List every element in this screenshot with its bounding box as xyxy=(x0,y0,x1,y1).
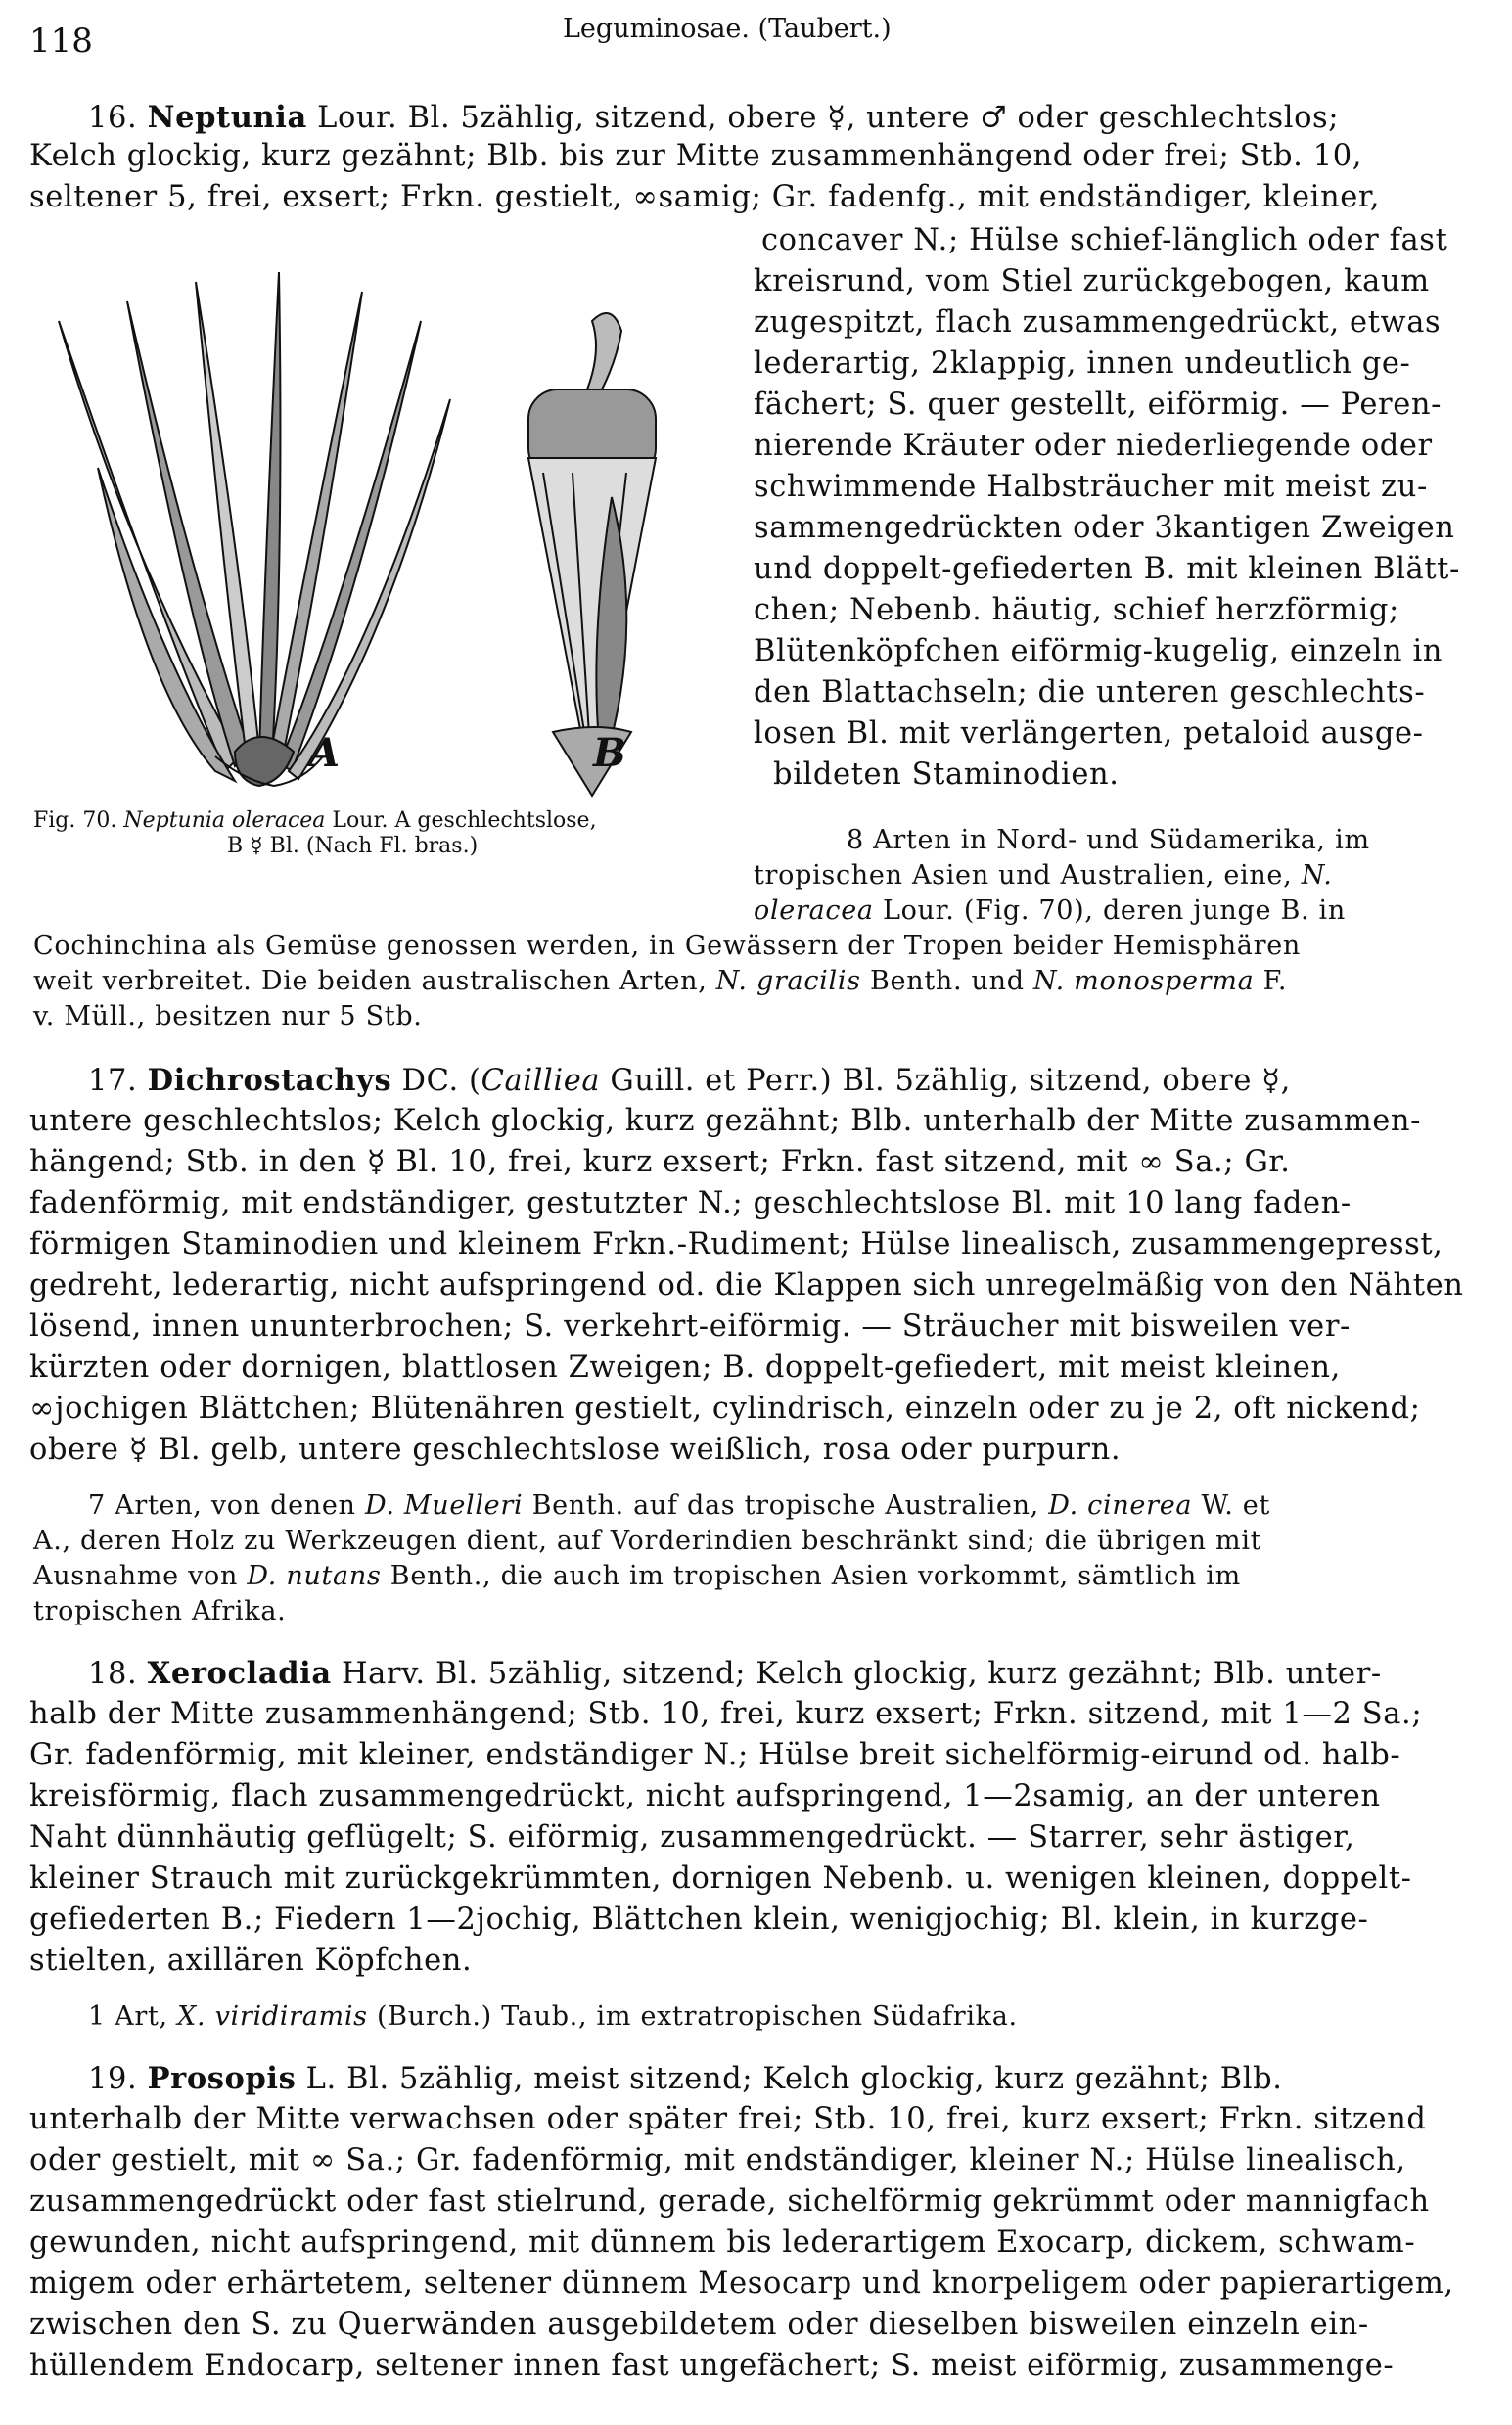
neptunia-right-4: lederartig, 2klappig, innen undeutlich ge- xyxy=(754,346,1411,381)
genus-number: 18. xyxy=(88,1657,138,1691)
dichrostachys-line-3: hängend; Stb. in den ☿ Bl. 10, frei, kurz exsert; Frkn. fast sitzend, mit ∞ Sa.; Gr. xyxy=(29,1145,1291,1179)
dichrostachys-line-7: lösend, innen ununterbrochen; S. verkehrt-eiförmig. — Sträucher mit bisweilen ver- xyxy=(29,1309,1351,1344)
text-span: 1 Art, xyxy=(88,2001,178,2032)
prosopis-line-3: oder gestielt, mit ∞ Sa.; Gr. fadenförmig, mit endständiger, kleiner N.; Hülse linealisch, xyxy=(29,2143,1406,2177)
genus-number: 19. xyxy=(88,2062,138,2096)
species-name: Neptunia oleracea xyxy=(123,808,326,833)
genus-name: Dichrostachys xyxy=(147,1063,392,1098)
running-title: Leguminosae. (Taubert.) xyxy=(563,14,892,44)
neptunia-species-6: v. Müll., besitzen nur 5 Stb. xyxy=(33,1001,423,1031)
neptunia-species-1: 8 Arten in Nord- und Südamerika, im xyxy=(847,825,1370,855)
neptunia-right-12: den Blattachseln; die unteren geschlechts- xyxy=(754,675,1426,709)
figure-caption-line-2: B ☿ Bl. (Nach Fl. bras.) xyxy=(227,834,479,858)
species-name: oleracea xyxy=(754,895,874,926)
neptunia-right-6: nierende Kräuter oder niederliegende oder xyxy=(754,429,1433,463)
prosopis-line-4: zusammengedrückt oder fast stielrund, gerade, sichelförmig gekrümmt oder mannigfach xyxy=(29,2184,1430,2219)
page-number: 118 xyxy=(29,22,93,61)
neptunia-species-2 xyxy=(754,859,1333,892)
neptunia-right-10: chen; Nebenb. häutig, schief herzförmig; xyxy=(754,593,1399,627)
prosopis-line-2: unterhalb der Mitte verwachsen oder später frei; Stb. 10, frei, kurz exsert; Frkn. sitzend xyxy=(29,2102,1427,2136)
dichrostachys-line-4: fadenförmig, mit endständiger, gestutzter N.; geschlechtslose Bl. mit 10 lang faden- xyxy=(29,1186,1352,1220)
neptunia-species-3 xyxy=(754,894,1346,928)
figure-70 xyxy=(39,262,714,810)
dichrostachys-line-2: untere geschlechtslos; Kelch glockig, kurz gezähnt; Blb. unterhalb der Mitte zusammen- xyxy=(29,1104,1422,1138)
text-span: L. Bl. 5zählig, meist sitzend; Kelch glockig, kurz gezähnt; Blb. xyxy=(296,2062,1283,2096)
xerocladia-line-8: stielten, axillären Köpfchen. xyxy=(29,1944,473,1978)
prosopis-line-8: hüllendem Endocarp, seltener innen fast ungefächert; S. meist eiförmig, zusammenge- xyxy=(29,2349,1395,2383)
xerocladia-line-6: kleiner Strauch mit zurückgekrümmten, dornigen Nebenb. u. wenigen kleinen, doppelt- xyxy=(29,1861,1412,1896)
text-span: DC. ( xyxy=(391,1064,481,1098)
dichrostachys-line-1 xyxy=(88,1061,1291,1101)
text-span: 7 Arten, von denen xyxy=(88,1490,365,1521)
xerocladia-line-2: halb der Mitte zusammenhängend; Stb. 10, frei, kurz exsert; Frkn. sitzend, mit 1—2 Sa.; xyxy=(29,1697,1423,1731)
xerocladia-line-4: kreisförmig, flach zusammengedrückt, nicht aufspringend, 1—2samig, an der unteren xyxy=(29,1779,1381,1813)
figure-caption-line-1 xyxy=(33,808,597,833)
figure-label-a: A xyxy=(309,730,341,776)
dichrostachys-species-1 xyxy=(88,1489,1270,1523)
dichrostachys-species-2: A., deren Holz zu Werkzeugen dient, auf Vorderindien beschränkt sind; die übrigen mit xyxy=(33,1526,1262,1556)
neptunia-right-7: schwimmende Halbsträucher mit meist zu- xyxy=(754,470,1428,504)
neptunia-right-13: losen Bl. mit verlängerten, petaloid ausge- xyxy=(754,716,1424,751)
prosopis-line-5: gewunden, nicht aufspringend, mit dünnem bis lederartigem Exocarp, dickem, schwam- xyxy=(29,2225,1416,2260)
genus-name: Prosopis xyxy=(147,2061,297,2096)
neptunia-line-1 xyxy=(88,98,1339,138)
figure-illustration xyxy=(39,262,714,810)
text-span: W. et xyxy=(1192,1490,1271,1521)
species-name: D. nutans xyxy=(247,1561,382,1591)
species-name: N. xyxy=(1301,860,1333,891)
neptunia-right-9: und doppelt-gefiederten B. mit kleinen Blätt- xyxy=(754,552,1460,586)
dichrostachys-species-3 xyxy=(33,1560,1241,1593)
dichrostachys-line-5: förmigen Staminodien und kleinem Frkn.-Rudiment; Hülse linealisch, zusammengepresst, xyxy=(29,1227,1443,1261)
xerocladia-line-7: gefiederten B.; Fiedern 1—2jochig, Blättchen klein, wenigjochig; Bl. klein, in kurzge- xyxy=(29,1902,1369,1937)
prosopis-line-6: migem oder erhärtetem, seltener dünnem Mesocarp und knorpeligem oder papierartigem, xyxy=(29,2266,1454,2301)
flower-b-illustration xyxy=(528,313,656,796)
text-span: Harv. Bl. 5zählig, sitzend; Kelch glockig, kurz gezähnt; Blb. unter- xyxy=(331,1657,1382,1691)
xerocladia-line-3: Gr. fadenförmig, mit kleiner, endständiger N.; Hülse breit sichelförmig-eirund od. halb- xyxy=(29,1738,1401,1772)
genus-name: Neptunia xyxy=(147,100,307,135)
neptunia-right-2: kreisrund, vom Stiel zurückgebogen, kaum xyxy=(754,264,1430,298)
species-name: D. Muelleri xyxy=(364,1490,524,1521)
text-span: Guill. et Perr.) Bl. 5zählig, sitzend, obere ☿, xyxy=(600,1064,1291,1098)
dichrostachys-line-10: obere ☿ Bl. gelb, untere geschlechtslose weißlich, rosa oder purpurn. xyxy=(29,1433,1122,1467)
dichrostachys-line-9: ∞jochigen Blättchen; Blütenähren gestielt, cylindrisch, einzeln oder zu je 2, oft nickend; xyxy=(29,1392,1421,1426)
neptunia-species-5 xyxy=(33,965,1287,998)
text-span: tropischen Asien und Australien, eine, xyxy=(754,860,1302,891)
neptunia-right-1: concaver N.; Hülse schief-länglich oder fast xyxy=(761,223,1448,257)
species-name: N. monosperma xyxy=(1032,966,1255,996)
xerocladia-line-1 xyxy=(88,1654,1382,1694)
figure-label-b: B xyxy=(593,730,626,776)
genus-number: 16. xyxy=(88,101,138,135)
text-span: weit verbreitet. Die beiden australischen Arten, xyxy=(33,966,716,996)
synonym-name: Cailliea xyxy=(481,1064,601,1098)
genus-number: 17. xyxy=(88,1064,138,1098)
text-span: Benth. und xyxy=(860,966,1033,996)
neptunia-right-11: Blütenköpfchen eiförmig-kugelig, einzeln in xyxy=(754,634,1443,668)
prosopis-line-1 xyxy=(88,2059,1283,2099)
text-span: Fig. 70. xyxy=(33,808,124,833)
text-span: Benth., die auch im tropischen Asien vorkommt, sämtlich im xyxy=(381,1561,1241,1591)
text-span: Benth. auf das tropische Australien, xyxy=(523,1490,1049,1521)
neptunia-line-3: seltener 5, frei, exsert; Frkn. gestielt, ∞samig; Gr. fadenfg., mit endständiger, kleiner, xyxy=(29,180,1380,214)
dichrostachys-line-8: kürzten oder dornigen, blattlosen Zweigen; B. doppelt-gefiedert, mit meist kleinen, xyxy=(29,1350,1341,1385)
neptunia-line-2: Kelch glockig, kurz gezähnt; Blb. bis zur Mitte zusammenhängend oder frei; Stb. 10, xyxy=(29,139,1363,173)
xerocladia-line-5: Naht dünnhäutig geflügelt; S. eiförmig, zusammengedrückt. — Starrer, sehr ästiger, xyxy=(29,1820,1355,1854)
text-span: Lour. A geschlechtslose, xyxy=(325,808,597,833)
text-span: Ausnahme von xyxy=(33,1561,248,1591)
genus-name: Xerocladia xyxy=(147,1656,332,1691)
neptunia-right-8: sammengedrückten oder 3kantigen Zweigen xyxy=(754,511,1455,545)
species-name: X. viridiramis xyxy=(177,2001,368,2032)
xerocladia-species-1 xyxy=(88,2000,1018,2034)
species-name: D. cinerea xyxy=(1048,1490,1193,1521)
neptunia-species-4: Cochinchina als Gemüse genossen werden, in Gewässern der Tropen beider Hemisphären xyxy=(33,931,1301,961)
text-span: (Burch.) Taub., im extratropischen Südafrika. xyxy=(367,2001,1018,2032)
species-name: N. gracilis xyxy=(715,966,861,996)
flower-a-illustration xyxy=(59,272,450,786)
neptunia-right-5: fächert; S. quer gestellt, eiförmig. — Peren- xyxy=(754,388,1443,422)
dichrostachys-species-4: tropischen Afrika. xyxy=(33,1596,287,1626)
text-span: Lour. Bl. 5zählig, sitzend, obere ☿, untere ♂ oder geschlechtslos; xyxy=(306,101,1340,135)
dichrostachys-line-6: gedreht, lederartig, nicht aufspringend od. die Klappen sich unregelmäßig von den Nähten xyxy=(29,1268,1464,1303)
text-span: Lour. (Fig. 70), deren junge B. in xyxy=(873,895,1346,926)
prosopis-line-7: zwischen den S. zu Querwänden ausgebildetem oder dieselben bisweilen einzeln ein- xyxy=(29,2308,1369,2342)
text-span: F. xyxy=(1254,966,1288,996)
neptunia-right-3: zugespitzt, flach zusammengedrückt, etwas xyxy=(754,305,1442,340)
neptunia-right-14: bildeten Staminodien. xyxy=(773,757,1120,792)
